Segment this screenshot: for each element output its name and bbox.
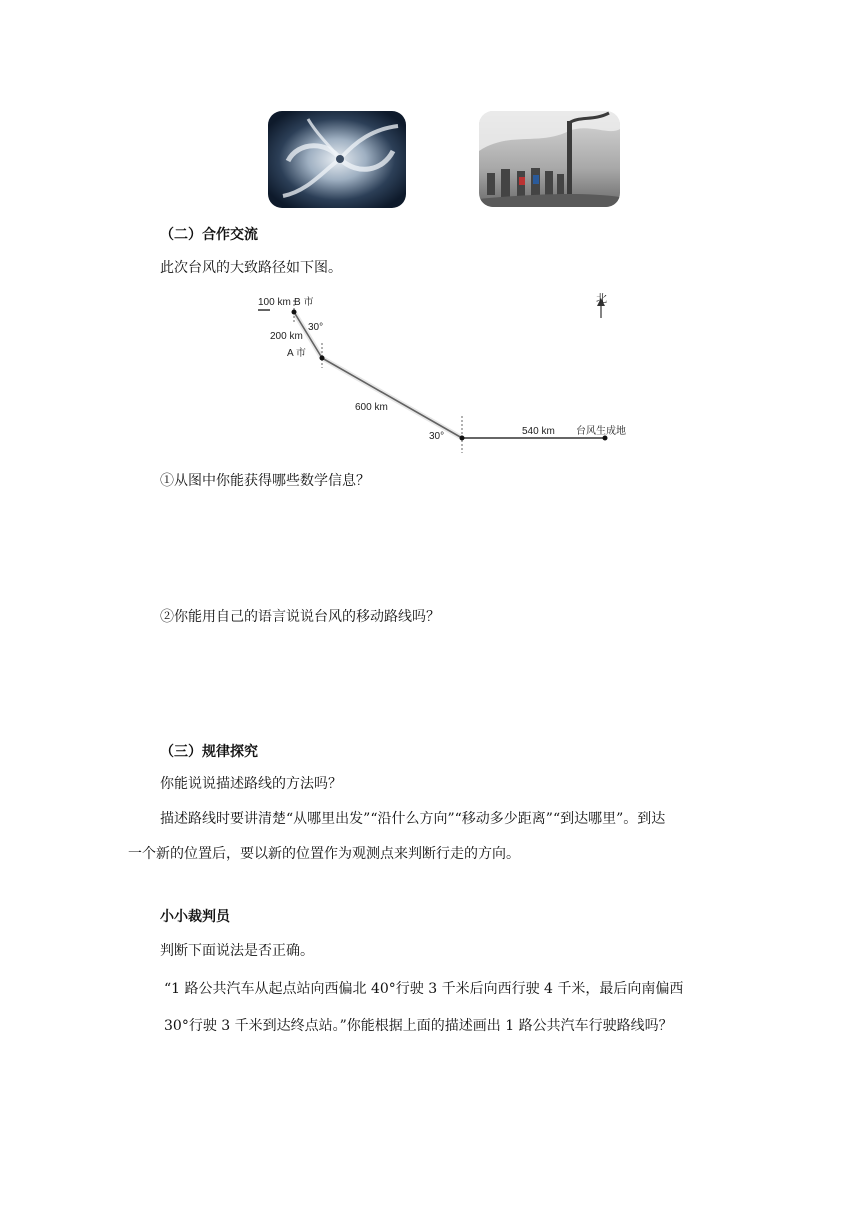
map-origin-label: 台风生成地 [576,426,626,437]
section-heading-pattern: （三）规律探究 [160,744,258,760]
map-angle-top: 30° [308,322,324,333]
map-north-label: 北 [596,293,607,305]
pattern-answer-line-2: 一个新的位置后，要以新的位置作为观测点来判断行走的方向。 [128,846,520,862]
section-heading-cooperation: （二）合作交流 [160,227,258,243]
cooperation-intro: 此次台风的大致路径如下图。 [160,260,342,276]
typhoon-path-map [250,288,650,458]
map-city-b: B 市 [294,297,314,308]
judge-text-line-2: 30°行驶 3 千米到达终点站。”你能根据上面的描述画出 1 路公共汽车行驶路线吗？ [164,1018,673,1034]
judge-text-line-1: “1 路公共汽车从起点站向西偏北 40°行驶 3 千米后向西行驶 4 千米，最后向南偏西 [164,981,684,997]
map-city-a: A 市 [287,348,306,359]
map-distance-mid: 600 km [355,402,388,413]
map-scale-label: 100 km [258,297,291,308]
pattern-question: 你能说说描述路线的方法吗？ [160,776,342,792]
pattern-answer-line-1: 描述路线时要讲清楚“从哪里出发”“沿什么方向”“移动多少距离”“到达哪里”。到达 [160,811,666,827]
map-distance-start: 540 km [522,426,555,437]
question-2: ②你能用自己的语言说说台风的移动路线吗？ [160,609,440,625]
map-distance-ab: 200 km [270,331,303,342]
judge-intro: 判断下面说法是否正确。 [160,943,314,959]
typhoon-satellite-photo [268,111,406,208]
question-1: ①从图中你能获得哪些数学信息？ [160,473,370,489]
map-angle-bottom: 30° [429,431,445,442]
section-heading-judge: 小小裁判员 [160,909,230,925]
typhoon-storm-street-photo [479,111,620,207]
